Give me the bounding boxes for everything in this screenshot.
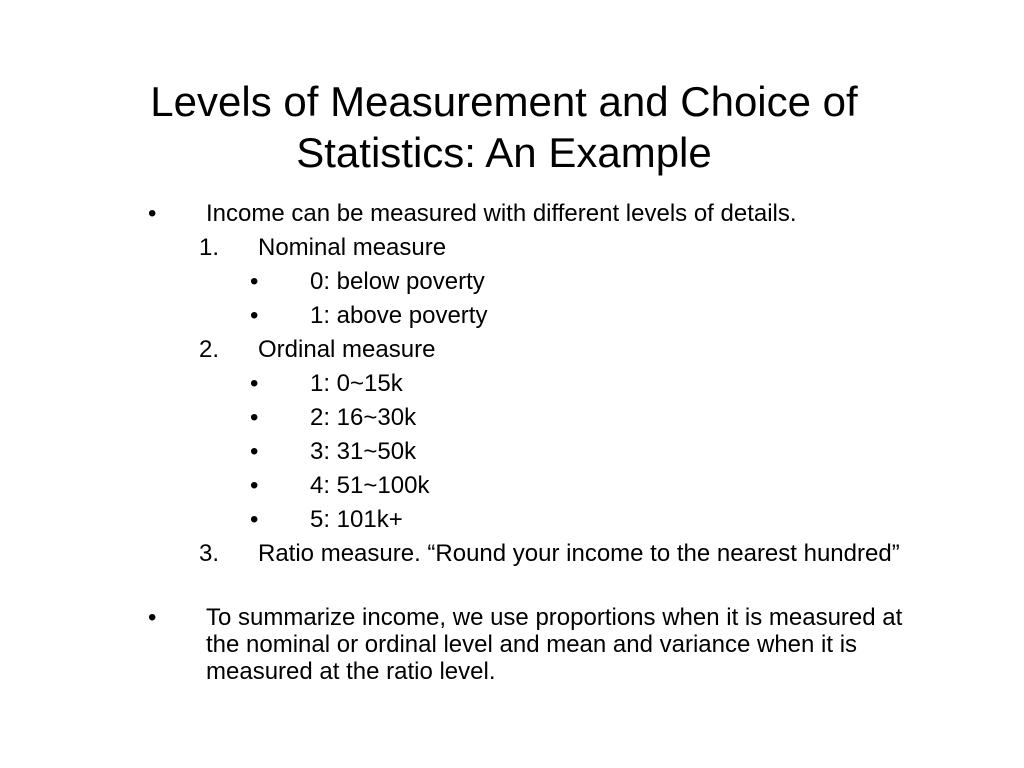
- outline-item-text: 1: above poverty: [310, 302, 488, 329]
- outline-item-nominal-measure: [199, 234, 699, 262]
- outline-item-text: Ordinal measure: [258, 336, 436, 363]
- bullet-marker: •: [250, 438, 259, 465]
- outline-item-text: 2: 16~30k: [310, 404, 417, 431]
- bullet-marker: •: [250, 404, 259, 431]
- outline-item-text: 5: 101k+: [310, 506, 403, 533]
- slide-title-line-1: Levels of Measurement and Choice of: [150, 78, 858, 125]
- outline-item-above-poverty: [250, 302, 650, 330]
- outline-item-ordinal-5: [250, 506, 650, 534]
- outline-item-summary: [148, 604, 928, 694]
- outline-item-text: Income can be measured with different levels of details.: [206, 200, 797, 227]
- outline-item-ordinal-measure: [199, 336, 699, 364]
- bullet-marker: •: [250, 472, 259, 499]
- outline-item-ordinal-2: [250, 404, 650, 432]
- bullet-marker: •: [250, 506, 259, 533]
- outline-item-text: Ratio measure. “Round your income to the nearest hundred”: [258, 540, 900, 567]
- outline-item-text: Nominal measure: [258, 234, 447, 261]
- outline-item-text: 3: 31~50k: [310, 438, 417, 465]
- bullet-marker: •: [250, 302, 259, 329]
- outline-item-ratio-measure: [199, 540, 919, 600]
- number-marker: 1.: [199, 234, 220, 261]
- outline-item-income-levels: [148, 200, 948, 228]
- outline-item-ordinal-4: [250, 472, 650, 500]
- outline-item-ordinal-1: [250, 370, 650, 398]
- outline-item-below-poverty: [250, 268, 650, 296]
- bullet-marker: •: [250, 268, 259, 295]
- outline-item-text: 4: 51~100k: [310, 472, 430, 499]
- outline-item-ordinal-3: [250, 438, 650, 466]
- slide-title-line-2: Statistics: An Example: [296, 129, 712, 176]
- number-marker: 2.: [199, 336, 220, 363]
- outline-item-text: 1: 0~15k: [310, 370, 403, 397]
- number-marker: 3.: [199, 540, 220, 567]
- bullet-marker: •: [148, 604, 157, 631]
- outline-item-text: 0: below poverty: [310, 268, 485, 295]
- slide-title: [80, 76, 928, 178]
- bullet-marker: •: [148, 200, 157, 227]
- bullet-marker: •: [250, 370, 259, 397]
- outline-item-text: To summarize income, we use proportions when it is measured at the nominal or ordinal level and mean and variance when it is measured at the ratio level.: [206, 604, 903, 685]
